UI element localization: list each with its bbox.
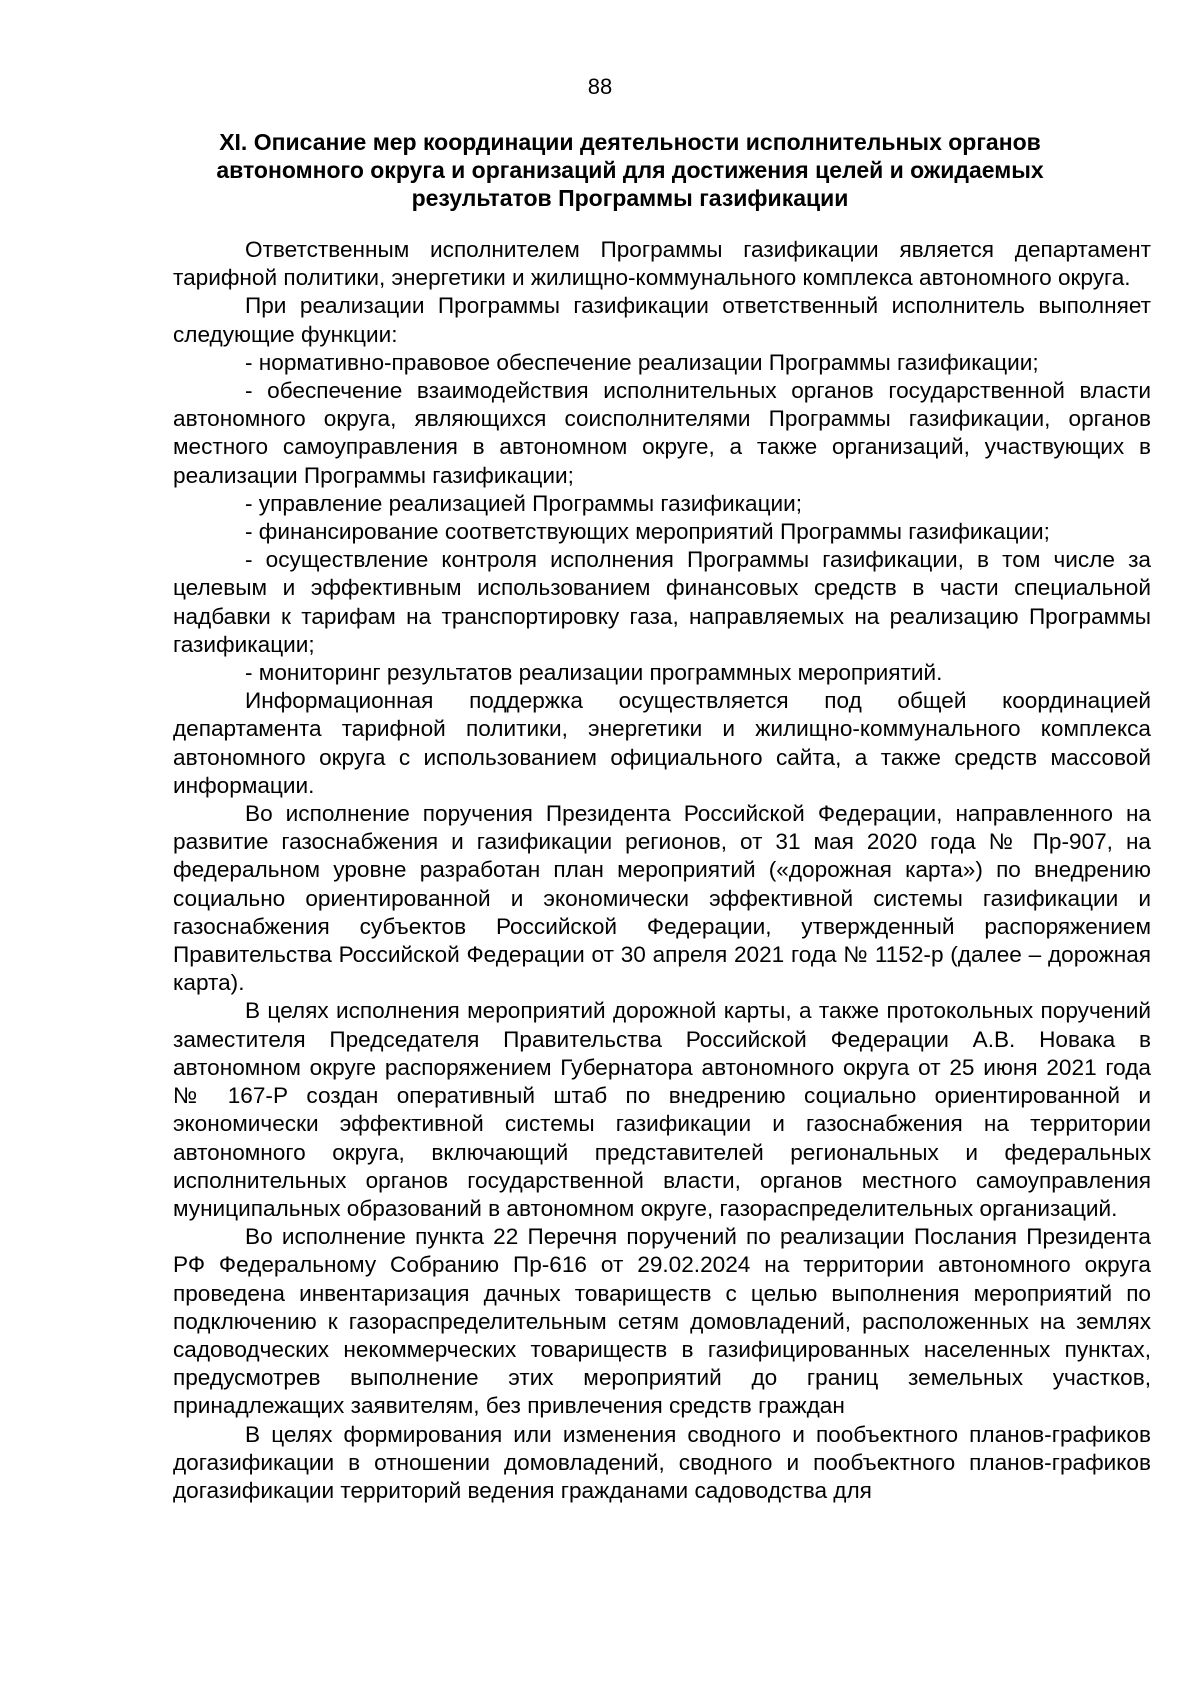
paragraph: В целях формирования или изменения сводного и пообъектного планов-графиков догазификации в отношении домовладений, сводного и пообъектного планов-графиков догазификации территорий ведения гражданами садоводства для xyxy=(173,1421,1151,1503)
paragraph: Информационная поддержка осуществляется под общей координацией департамента тарифной политики, энергетики и жилищно-коммунального комплекса автономного округа с использованием официального сайта, а также средств массовой информации. xyxy=(173,688,1151,798)
document-body xyxy=(173,236,1151,1505)
list-item: - осуществление контроля исполнения Программы газификации, в том числе за целевым и эффективным использованием финансовых средств в части специальной надбавки к тарифам на транспортировку газа, направляемых на реализацию Программы газификации; xyxy=(173,547,1151,657)
list-item: - управление реализацией Программы газификации; xyxy=(245,490,803,516)
paragraph: В целях исполнения мероприятий дорожной карты, а также протокольных поручений заместителя Председателя Правительства Российской Федерации А.В. Новака в автономном округе распоряжением Губернатора автономного округа от 25 июня 2021 года № 167-Р создан оперативный штаб по внедрению социально ориентированной и экономически эффективной системы газификации и газоснабжения на территории автономного округа, включающий представителей региональных и федеральных исполнительных органов государственной власти, органов местного самоуправления муниципальных образований в автономном округе, газораспределительных организаций. xyxy=(173,998,1151,1221)
list-item: - нормативно-правовое обеспечение реализации Программы газификации; xyxy=(245,349,1039,375)
list-item: - финансирование соответствующих мероприятий Программы газификации; xyxy=(245,519,1050,545)
page-number: 88 xyxy=(587,74,613,99)
list-item: - мониторинг результатов реализации программных мероприятий. xyxy=(245,660,943,686)
list-item: - обеспечение взаимодействия исполнительных органов государственной власти автономного округа, являющихся соисполнителями Программы газификации, органов местного самоуправления в автономном округе, а также организаций, участвующих в реализации Программы газификации; xyxy=(173,378,1151,488)
paragraph: Во исполнение пункта 22 Перечня поручений по реализации Послания Президента РФ Федеральному Собранию Пр-616 от 29.02.2024 на территории автономного округа проведена инвентаризация дачных товариществ с целью выполнения мероприятий по подключению к газораспределительным сетям домовладений, расположенных на землях садоводческих некоммерческих товариществ в газифицированных населенных пунктах, предусмотрев выполнение этих мероприятий до границ земельных участков, принадлежащих заявителям, без привлечения средств граждан xyxy=(173,1224,1151,1419)
section-title: XI. Описание мер координации деятельности исполнительных органов автономного округа и организаций для достижения целей и ожидаемых результатов Программы газификации xyxy=(216,129,1044,211)
paragraph: Ответственным исполнителем Программы газификации является департамент тарифной политики, энергетики и жилищно-коммунального комплекса автономного округа. xyxy=(173,237,1151,291)
paragraph: Во исполнение поручения Президента Российской Федерации, направленного на развитие газоснабжения и газификации регионов, от 31 мая 2020 года № Пр-907, на федеральном уровне разработан план мероприятий («дорожная карта») по внедрению социально ориентированной и экономически эффективной системы газификации и газоснабжения субъектов Российской Федерации, утвержденный распоряжением Правительства Российской Федерации от 30 апреля 2021 года № 1152-р (далее – дорожная карта). xyxy=(173,801,1151,996)
paragraph: При реализации Программы газификации ответственный исполнитель выполняет следующие функции: xyxy=(173,293,1151,347)
